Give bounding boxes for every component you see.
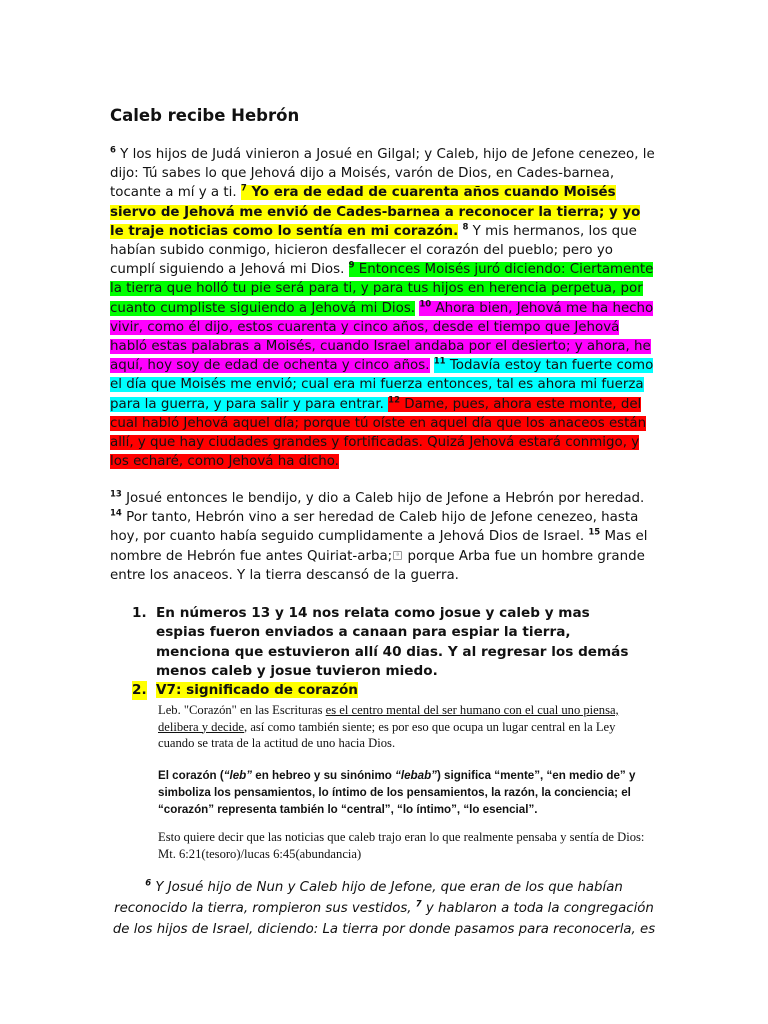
- verse-10-highlight-magenta: $^{10}$ Ahora bien, Jehová me ha hecho vivir, como él dijo, estos cuarenta y cinco años, desde el tiempo que Jehová habló estas palabras a Moisés, cuando Israel andaba por el desierto; y ahora, he aquí, hoy soy de edad de ochenta y cinco años.: [110, 299, 654, 374]
- cross-reference-icon[interactable]: ª: [393, 551, 402, 560]
- verse-number: 15: [588, 527, 601, 538]
- italic-quote: $^6$ Y Josué hijo de Nun y Caleb hijo de Jefone, que eran de los que habían reconocido la tierra, rompieron sus vestidos, $^7$ y hablaron a toda la congregación de los hijos de Israel, diciendo: La tierra por donde pasamos para reconocerla, es: [112, 878, 656, 937]
- list-number: 2.: [132, 681, 147, 700]
- verse-number: 13: [110, 489, 122, 500]
- page-title: Caleb recibe Hebrón: [110, 106, 300, 125]
- verse-number: 6: [110, 145, 116, 156]
- verses-paragraph-1: [110, 145, 658, 471]
- verse-13: Josué entonces le bendijo, y dio a Caleb hijo de Jefone a Hebrón por heredad.: [121, 491, 645, 506]
- verse-14: Por tanto, Hebrón vino a ser heredad de Caleb hijo de Jefone cenezeo, hasta hoy, por cuanto había seguido cumplidamente a Jehová Dios de Israel.: [110, 510, 639, 545]
- list-item: [132, 604, 632, 681]
- verse-9-highlight-green: $^9$ Entonces Moisés juró diciendo: Ciertamente la tierra que holló tu pie será para ti, y para tus hijos en herencia perpetua, por cuanto cumpliste siguiendo a Jehová mi Dios.: [110, 260, 654, 316]
- verse-12-highlight-red: $^{12}$ Dame, pues, ahora este monte, del cual habló Jehová aquel día; porque tú oíste en aquel día que los anaceos están allí, y que hay ciudades grandes y fortificadas. Quizá Jehová estará conmigo, y los echaré, como Jehová ha dicho.: [110, 395, 647, 470]
- verse-number: 8: [462, 222, 469, 233]
- list-number: 1.: [132, 605, 147, 621]
- underlined-phrase: es el centro mental del ser humano con el cual uno piensa, delibera y decide: [158, 703, 619, 734]
- verse-11-highlight-cyan: $^{11}$ Todavía estoy tan fuerte como el día que Moisés me envió; cual era mi fuerza entonces, tal es ahora mi fuerza para la guerra, y para salir y para entrar.: [110, 356, 654, 412]
- leb-definition: Leb. "Corazón" en las Escrituras es el centro mental del ser humano con el cual uno piensa, delibera y decide, así como también siente; es por eso que ocupa un lugar central en la Ley cuando se trata de la actitud de uno hacia Dios.: [158, 703, 619, 751]
- conclusion-note: Esto quiere decir que las noticias que caleb trajo eran lo que realmente pensaba y sentía de Dios: Mt. 6:21(tesoro)/lucas 6:45(abundancia): [158, 830, 645, 861]
- verse-15b: porque Arba fue un hombre grande entre los anaceos. Y la tierra descansó de la guerra.: [110, 548, 645, 583]
- notes-list: [132, 604, 632, 700]
- heart-meaning: El corazón (“leb” en hebreo y su sinónimo “lebab”) significa “mente”, “en medio de” y simboliza los pensamientos, lo íntimo de los pensamientos, la razón, la conciencia; el “corazón” representa también lo “central”, “lo íntimo”, “lo esencial”.: [158, 769, 636, 816]
- list-item-text-highlight: V7: significado de corazón: [156, 682, 358, 699]
- list-item-text: En números 13 y 14 nos relata como josue y caleb y mas espias fueron enviados a canaan para espiar la tierra, menciona que estuvieron allí 40 dias. Y al regresar los demás menos caleb y josue tuvieron miedo.: [156, 605, 629, 679]
- verse-7-highlight-yellow: $^7$ Yo era de edad de cuarenta años cuando Moisés siervo de Jehová me envió de Cades-barnea a reconocer la tierra; y yo le traje noticias como lo sentía en mi corazón.: [110, 183, 641, 239]
- list-item: [132, 681, 632, 700]
- verse-number: 14: [110, 508, 122, 519]
- verse-15a: Mas el nombre de Hebrón fue antes Quiriat-arba;: [110, 529, 648, 564]
- verse-6: Y los hijos de Judá vinieron a Josué en Gilgal; y Caleb, hijo de Jefone cenezeo, le dijo: Tú sabes lo que Jehová dijo a Moisés, varón de Dios, en Cades-barnea, tocante a mí y a ti.: [110, 147, 655, 201]
- verse-8: Y mis hermanos, los que habían subido conmigo, hicieron desfallecer el corazón del pueblo; pero yo cumplí siguiendo a Jehová mi Dios.: [110, 223, 637, 278]
- verses-paragraph-2: [110, 489, 655, 585]
